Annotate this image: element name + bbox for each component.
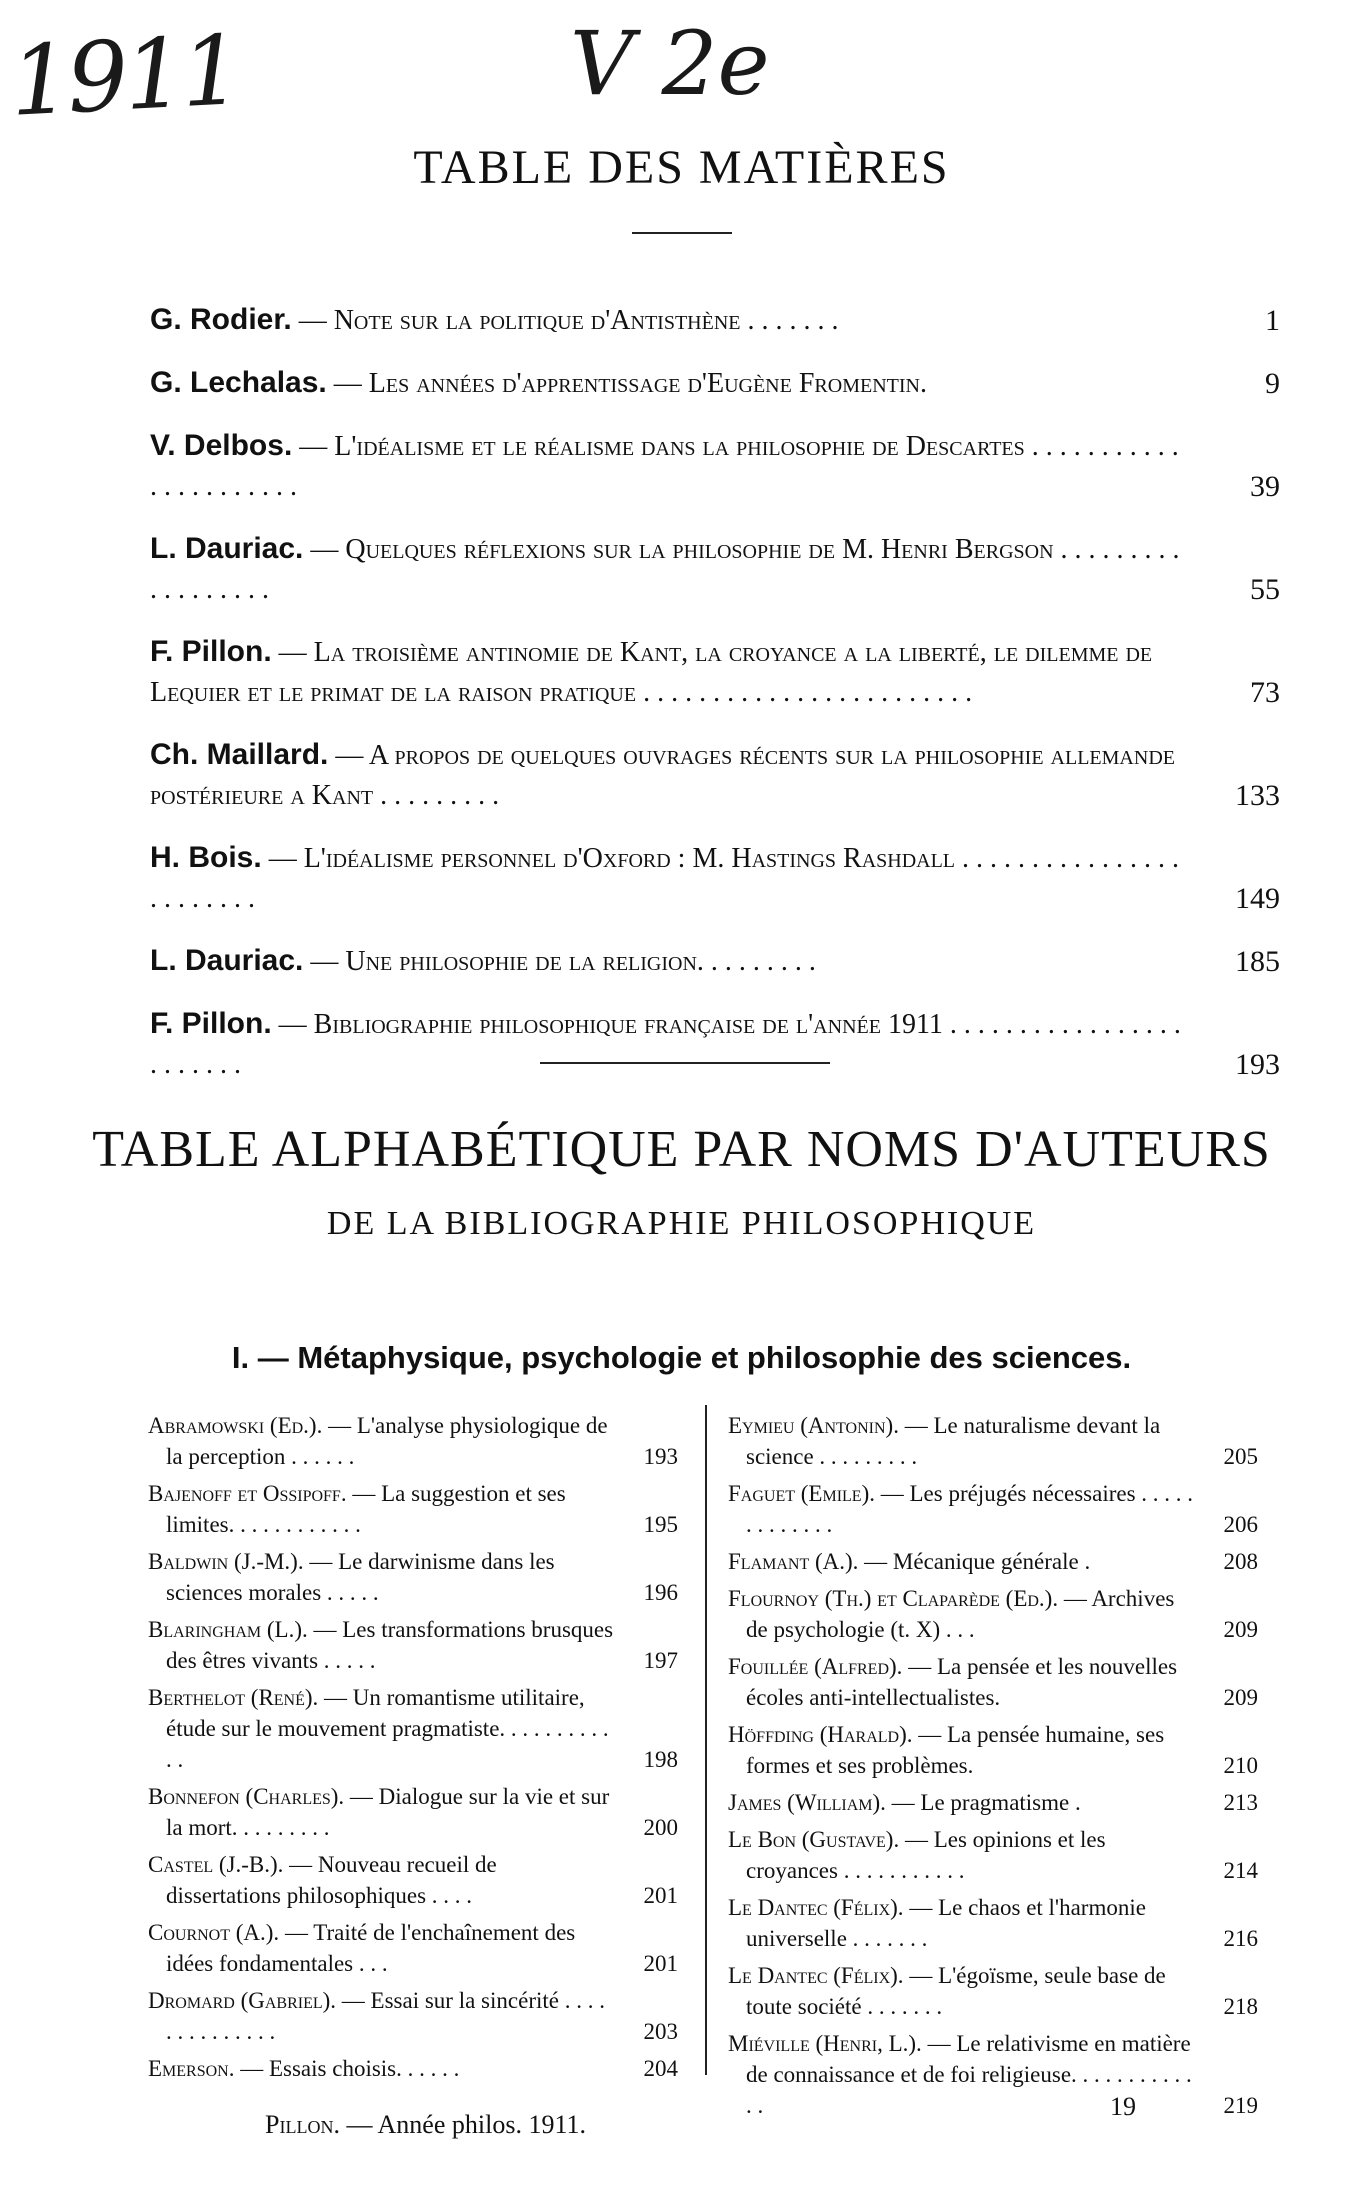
toc-entry: L. Dauriac. — Quelques réflexions sur la philosophie de M. Henri Bergson . . . . . . . . . . . . . . . . . . 55 xyxy=(150,532,1280,606)
list-item: Le Dantec (Félix). — L'égoïsme, seule base de toute société . . . . . . . 218 xyxy=(728,1963,1258,2019)
handwritten-year: 1911 xyxy=(7,14,242,138)
toc-entry: L. Dauriac. — Une philosophie de la religion. . . . . . . . . 185 xyxy=(150,944,1280,978)
index-subtitle: DE LA BIBLIOGRAPHIE PHILOSOPHIQUE xyxy=(326,1205,1037,1242)
list-item: Le Bon (Gustave). — Les opinions et les croyances . . . . . . . . . . . 214 xyxy=(728,1827,1258,1883)
page-title: TABLE DES MATIÈRES xyxy=(413,141,950,194)
list-item: Abramowski (Ed.). — L'analyse physiologique de la perception . . . . . . 193 xyxy=(148,1413,678,1469)
section-heading: I. — Métaphysique, psychologie et philosophie des sciences. xyxy=(231,1340,1132,1375)
list-item: Faguet (Emile). — Les préjugés nécessaires . . . . . . . . . . . . . 206 xyxy=(728,1481,1258,1537)
list-item: Bonnefon (Charles). — Dialogue sur la vie et sur la mort. . . . . . . . . 200 xyxy=(148,1784,678,1840)
toc-entry: G. Rodier. — Note sur la politique d'Antisthène . . . . . . . 1 xyxy=(150,303,1280,337)
toc-entry: H. Bois. — L'idéalisme personnel d'Oxford : M. Hastings Rashdall . . . . . . . . . . . . . . . . . . . . . . . . 149 xyxy=(150,841,1280,915)
index-title: TABLE ALPHABÉTIQUE PAR NOMS D'AUTEURS xyxy=(92,1121,1271,1178)
table-of-contents xyxy=(150,300,1280,1107)
index-column-left xyxy=(148,1410,678,2090)
list-item: Cournot (A.). — Traité de l'enchaînement des idées fondamentales . . . 201 xyxy=(148,1920,678,1976)
toc-entry: F. Pillon. — La troisième antinomie de Kant, la croyance a la liberté, le dilemme de Lequier et le primat de la raison pratique . . . . . . . . . . . . . . . . . . . . . . . . 73 xyxy=(150,635,1280,709)
footer-signature: Pillon. — Année philos. 1911. xyxy=(265,2110,586,2139)
title-divider xyxy=(632,232,732,234)
toc-entry: V. Delbos. — L'idéalisme et le réalisme dans la philosophie de Descartes . . . . . . . . . . . . . . . . . . . . . . 39 xyxy=(150,429,1280,503)
list-item: Miéville (Henri, L.). — Le relativisme en matière de connaissance et de foi religieuse. . . . . . . . . . . . . 219 xyxy=(728,2031,1258,2118)
toc-entry: G. Lechalas. — Les années d'apprentissage d'Eugène Fromentin. 9 xyxy=(150,366,1280,400)
list-item: Berthelot (René). — Un romantisme utilitaire, étude sur le mouvement pragmatiste. . . . . . . . . . . . 198 xyxy=(148,1685,678,1772)
list-item: Castel (J.-B.). — Nouveau recueil de dissertations philosophiques . . . . 201 xyxy=(148,1852,678,1908)
list-item: Le Dantec (Félix). — Le chaos et l'harmonie universelle . . . . . . . 216 xyxy=(728,1895,1258,1951)
list-item: Emerson. — Essais choisis. . . . . . 204 xyxy=(148,2056,678,2081)
index-column-right xyxy=(728,1410,1258,2127)
list-item: Blaringham (L.). — Les transformations brusques des êtres vivants . . . . . 197 xyxy=(148,1617,678,1673)
list-item: Flamant (A.). — Mécanique générale . 208 xyxy=(728,1549,1258,1574)
list-item: Höffding (Harald). — La pensée humaine, ses formes et ses problèmes. 210 xyxy=(728,1722,1258,1778)
list-item: James (William). — Le pragmatisme . 213 xyxy=(728,1790,1258,1815)
section-divider xyxy=(540,1062,830,1064)
list-item: Bajenoff et Ossipoff. — La suggestion et ses limites. . . . . . . . . . . . 195 xyxy=(148,1481,678,1537)
column-divider xyxy=(705,1405,707,2075)
list-item: Flournoy (Th.) et Claparède (Ed.). — Archives de psychologie (t. X) . . . 209 xyxy=(728,1586,1258,1642)
list-item: Eymieu (Antonin). — Le naturalisme devant la science . . . . . . . . . 205 xyxy=(728,1413,1258,1469)
list-item: Dromard (Gabriel). — Essai sur la sincérité . . . . . . . . . . . . . . 203 xyxy=(148,1988,678,2044)
toc-entry: Ch. Maillard. — A propos de quelques ouvrages récents sur la philosophie allemande postérieure a Kant . . . . . . . . . 133 xyxy=(150,738,1280,812)
list-item: Baldwin (J.-M.). — Le darwinisme dans les sciences morales . . . . . 196 xyxy=(148,1549,678,1605)
footer-signature-number: 19 xyxy=(1110,2092,1136,2121)
toc-entry: F. Pillon. — Bibliographie philosophique française de l'année 1911 . . . . . . . . . . . . . . . . . . . . . . . . 193 xyxy=(150,1007,1280,1081)
list-item: Fouillée (Alfred). — La pensée et les nouvelles écoles anti-intellectualistes. 209 xyxy=(728,1654,1258,1710)
handwritten-mark: V 2e xyxy=(570,12,770,115)
